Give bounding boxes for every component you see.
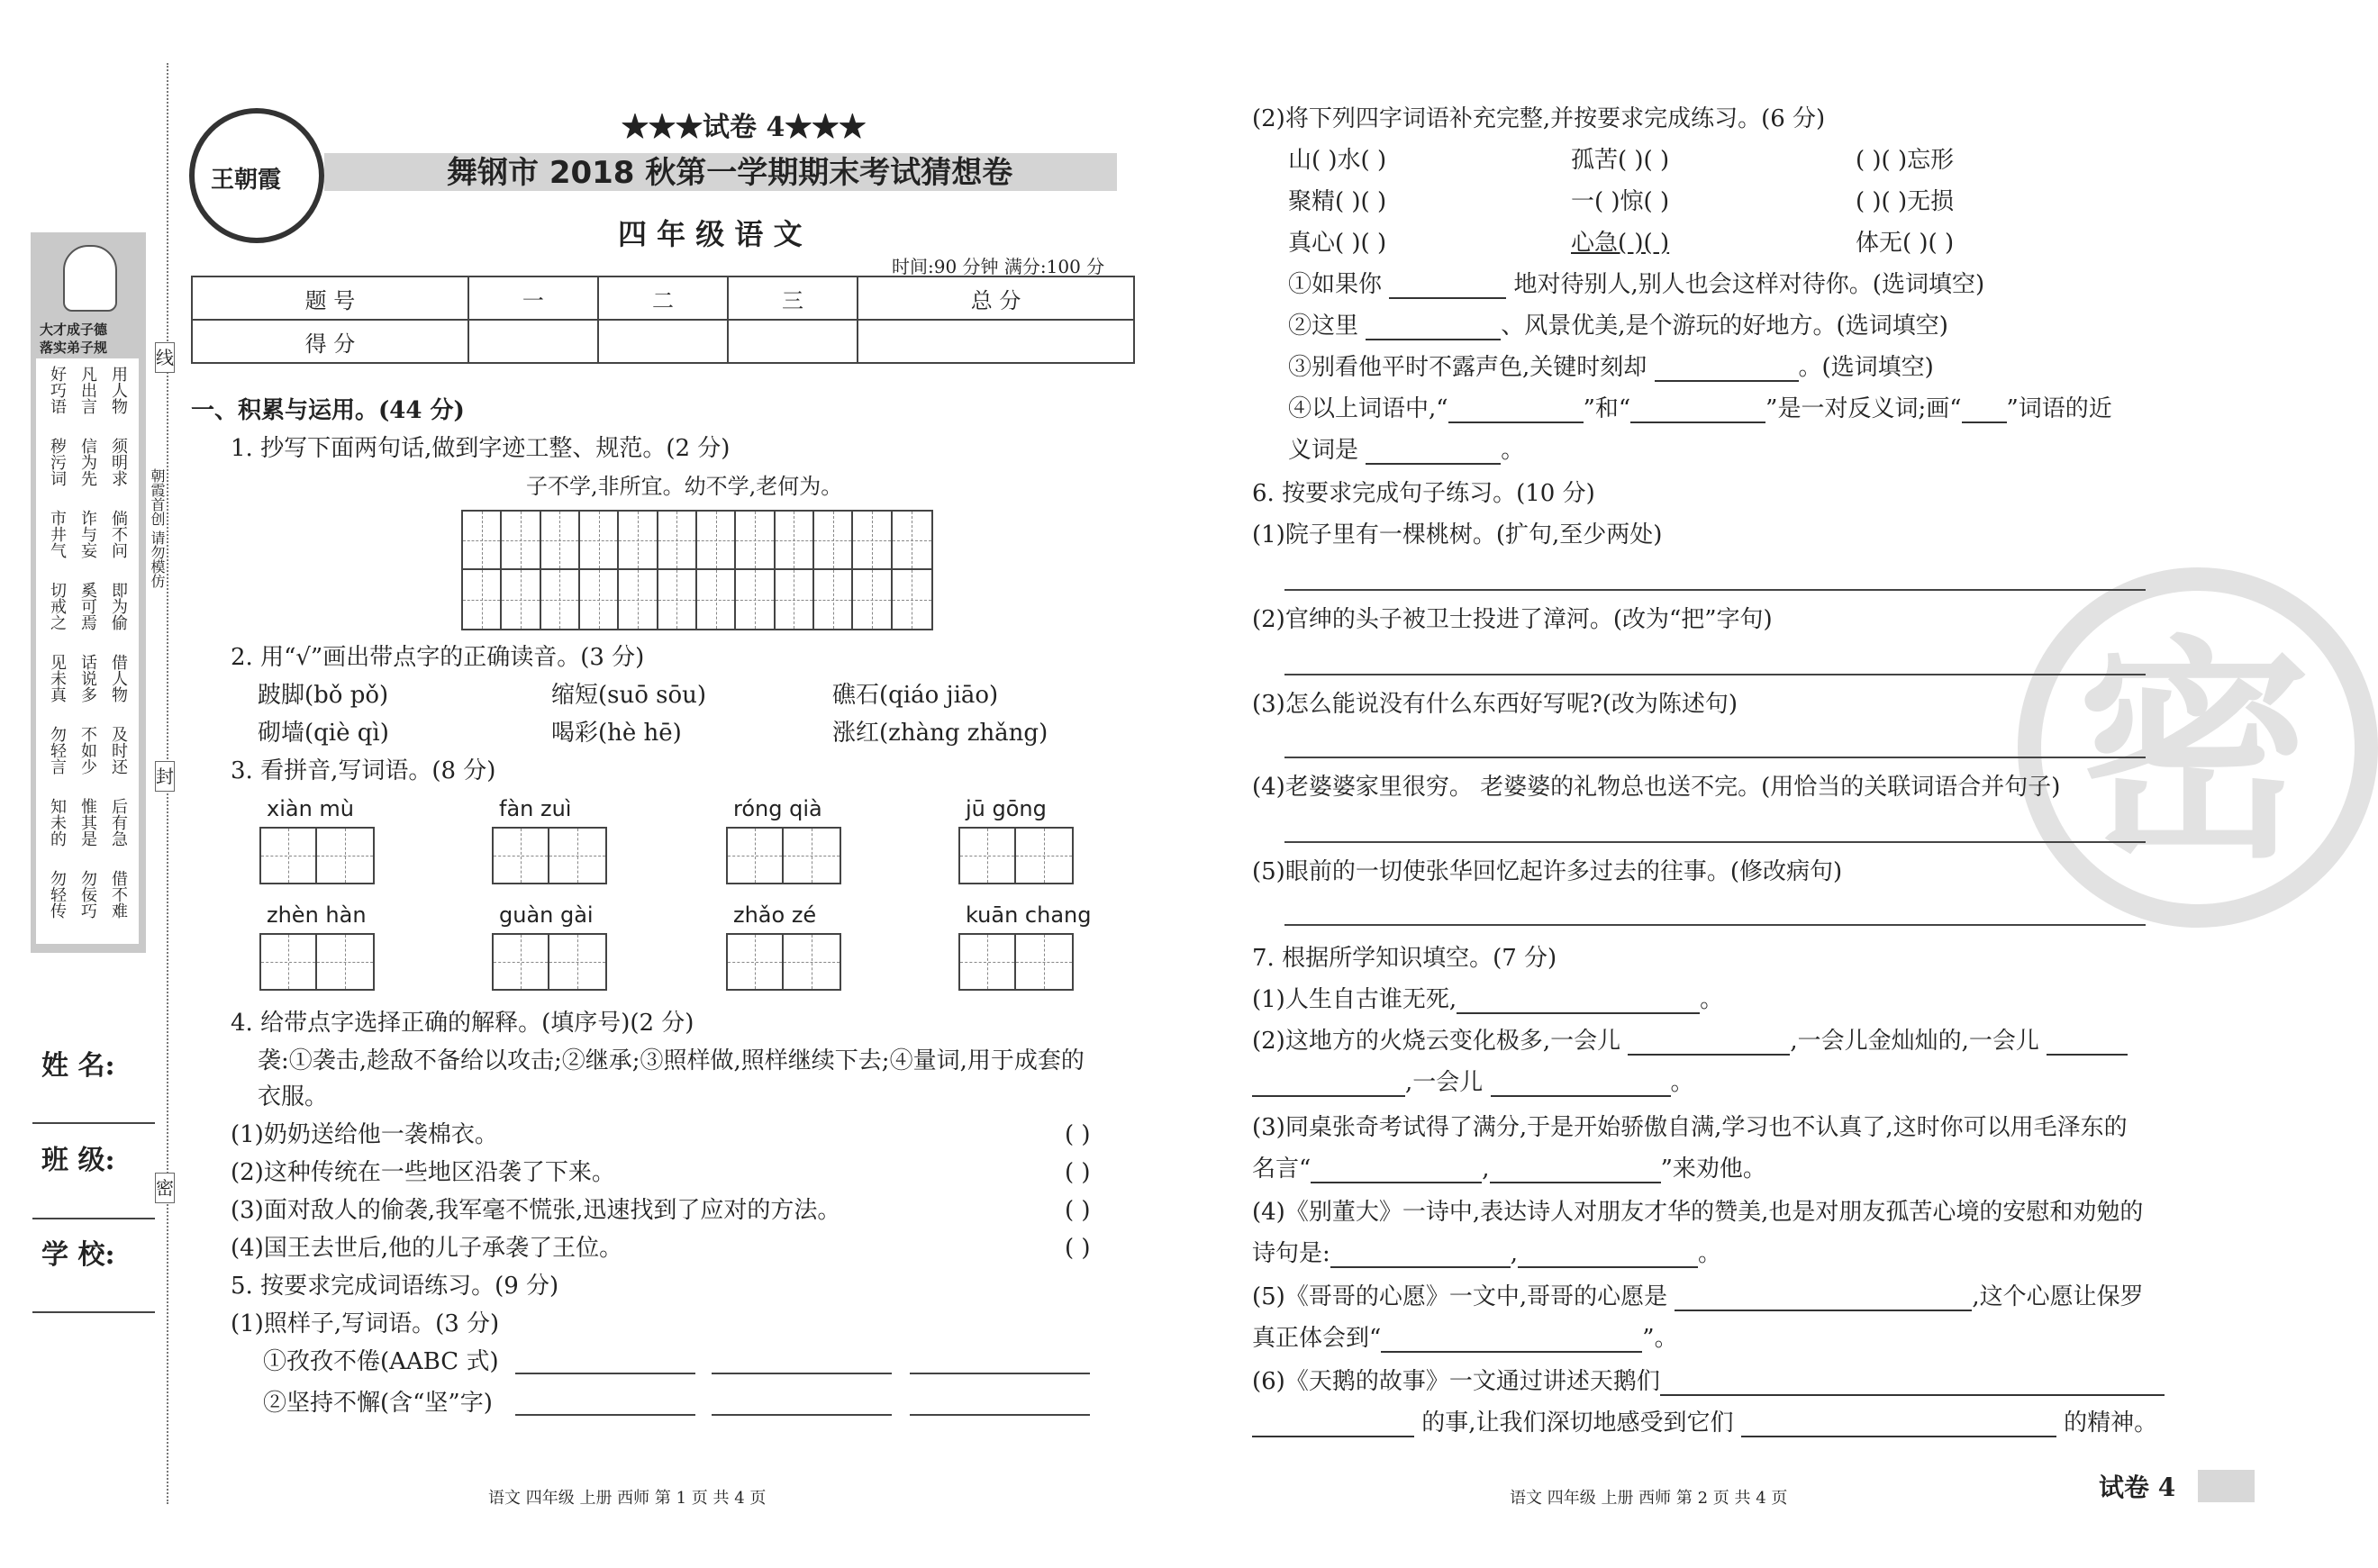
sidebar-proverb: 秽污词 xyxy=(48,438,67,486)
score-table xyxy=(191,276,1135,364)
q2-item[interactable]: 礁石(qiáo jiāo) xyxy=(832,682,999,709)
blank[interactable] xyxy=(1655,358,1799,382)
score-cell[interactable] xyxy=(598,320,728,363)
class-field[interactable] xyxy=(32,1218,155,1219)
answer-line[interactable] xyxy=(515,1373,695,1374)
score-header: 二 xyxy=(598,276,728,320)
character-box[interactable] xyxy=(1016,933,1074,991)
idiom-blank[interactable]: 孤苦( )( ) xyxy=(1571,147,1670,174)
series-label: ★★★试卷 4★★★ xyxy=(622,112,867,143)
blank[interactable] xyxy=(1366,441,1501,465)
pinyin-prompt: fàn zuì xyxy=(499,796,572,821)
q7-item-5: (5)《哥哥的心愿》一文中,哥哥的心愿是 ,这个心愿让保罗 xyxy=(1252,1283,2144,1310)
answer-paren[interactable]: ( ) xyxy=(1065,1235,1091,1262)
sidebar-proverb: 及时还 xyxy=(109,726,128,775)
q7-item-4: (4)《别董大》一诗中,表达诗人对朋友才华的赞美,也是对朋友孤苦心境的安慰和劝勉的 xyxy=(1252,1199,2144,1226)
school-label: 学 校: xyxy=(41,1239,115,1271)
blank[interactable] xyxy=(1518,1245,1698,1268)
sidebar-proverb-box xyxy=(36,358,139,944)
fill-sentence-4: ④以上词语中,“ ”和“ ”是一对反义词;画“ ”词语的近 xyxy=(1288,395,2112,422)
q2-item[interactable]: 涨红(zhàng zhǎng) xyxy=(832,720,1048,747)
question-6: 6. 按要求完成句子练习。(10 分) xyxy=(1252,480,1595,507)
score-header: 三 xyxy=(728,276,858,320)
sidebar-proverb: 市井气 xyxy=(48,510,67,558)
question-7: 7. 根据所学知识填空。(7 分) xyxy=(1252,945,1557,972)
q7-item-3: (3)同桌张奇考试得了满分,于是开始骄傲自满,学习也不认真了,这时你可以用毛泽东的 xyxy=(1252,1114,2128,1141)
sidebar-proverb: 勿轻言 xyxy=(48,726,67,775)
writing-cell[interactable] xyxy=(619,570,658,629)
answer-line[interactable] xyxy=(1284,841,2146,843)
character-box[interactable] xyxy=(958,827,1016,884)
sidebar-proverb: 即为偷 xyxy=(109,582,128,630)
writing-cell[interactable] xyxy=(502,512,540,570)
sidebar-mascot xyxy=(63,245,117,312)
writing-cell[interactable] xyxy=(814,570,853,629)
sidebar-proverb: 倘不问 xyxy=(109,510,128,558)
sidebar-proverb: 借人物 xyxy=(109,654,128,702)
answer-line[interactable] xyxy=(910,1414,1090,1416)
binding-mark-secret: 密 xyxy=(155,1173,175,1203)
writing-cell[interactable] xyxy=(580,512,619,570)
blank[interactable] xyxy=(1630,400,1765,423)
q7-item-4-cont: 诗句是: , 。 xyxy=(1252,1240,1722,1267)
writing-cell[interactable] xyxy=(776,512,814,570)
answer-line[interactable] xyxy=(1284,924,2146,926)
blank[interactable] xyxy=(1448,400,1584,423)
character-box[interactable] xyxy=(784,933,841,991)
sidebar-proverb: 切戒之 xyxy=(48,582,67,630)
q4-definition: 袭:①袭击,趁敌不备给以攻击;②继承;③照样做,照样继续下去;④量词,用于成套的 xyxy=(258,1047,1085,1074)
writing-cell[interactable] xyxy=(853,570,892,629)
subject-title: 四 年 级 语 文 xyxy=(618,217,803,251)
writing-cell[interactable] xyxy=(580,570,619,629)
writing-cell[interactable] xyxy=(893,512,931,570)
writing-grid[interactable] xyxy=(461,510,933,630)
school-field[interactable] xyxy=(32,1311,155,1313)
blank[interactable] xyxy=(1741,1414,2056,1437)
sidebar-proverb: 凡出言 xyxy=(78,366,97,414)
writing-cell[interactable] xyxy=(502,570,540,629)
sidebar-proverb: 勿佞巧 xyxy=(78,870,97,919)
copy-text: 子不学,非所宜。幼不学,老何为。 xyxy=(526,474,843,499)
brand-logo xyxy=(189,108,324,243)
sidebar-proverb: 好巧语 xyxy=(48,366,67,414)
sidebar-proverb: 勿轻传 xyxy=(48,870,67,919)
answer-line[interactable] xyxy=(515,1414,695,1416)
character-box[interactable] xyxy=(317,933,375,991)
answer-line[interactable] xyxy=(1284,757,2146,758)
watermark-seal xyxy=(2018,567,2378,928)
fill-sentence-4-cont: 义词是 。 xyxy=(1288,437,1525,464)
score-header: 题 号 xyxy=(192,276,468,320)
idiom-blank[interactable]: ( )( )忘形 xyxy=(1856,147,1955,174)
q6-item: (1)院子里有一棵桃树。(扩句,至少两处) xyxy=(1252,521,1663,548)
sidebar-proverb: 奚可焉 xyxy=(78,582,97,630)
idiom-blank[interactable]: 真心( )( ) xyxy=(1288,230,1387,257)
writing-cell[interactable] xyxy=(736,512,775,570)
sidebar-proverb: 见未真 xyxy=(48,654,67,702)
answer-paren[interactable]: ( ) xyxy=(1065,1159,1091,1186)
question-1: 1. 抄写下面两句话,做到字迹工整、规范。(2 分) xyxy=(231,435,731,462)
class-label: 班 级: xyxy=(41,1145,115,1176)
name-field[interactable] xyxy=(32,1122,155,1124)
q7-item-5-cont: 真正体会到“ ”。 xyxy=(1252,1325,1678,1352)
exam-title: 舞钢市 2018 秋第一学期期末考试猜想卷 xyxy=(447,155,1013,191)
writing-cell[interactable] xyxy=(658,570,697,629)
writing-cell[interactable] xyxy=(541,512,580,570)
answer-line[interactable] xyxy=(712,1373,892,1374)
writing-cell[interactable] xyxy=(463,512,502,570)
blank[interactable] xyxy=(1660,1373,2165,1396)
fill-sentence-2: ②这里 、风景优美,是个游玩的好地方。(选词填空) xyxy=(1288,313,1948,340)
writing-cell[interactable] xyxy=(814,512,853,570)
pinyin-prompt: kuān chang xyxy=(966,902,1092,928)
q2-item[interactable]: 喝彩(hè hē) xyxy=(551,720,682,747)
question-2: 2. 用“√”画出带点字的正确读音。(3 分) xyxy=(231,644,645,671)
score-cell[interactable] xyxy=(858,320,1134,363)
time-info: 时间:90 分钟 满分:100 分 xyxy=(892,256,1105,277)
character-box[interactable] xyxy=(1016,827,1074,884)
character-box[interactable] xyxy=(317,827,375,884)
q5-prompt-a: ①孜孜不倦(AABC 式) xyxy=(263,1348,499,1375)
q6-item: (4)老婆婆家里很穷。 老婆婆的礼物总也送不完。(用恰当的关联词语合并句子) xyxy=(1252,774,2061,801)
sidebar-proverb-panel xyxy=(31,232,146,953)
q4-item: (2)这种传统在一些地区沿袭了下来。 xyxy=(231,1159,615,1186)
sidebar-proverb: 后有急 xyxy=(109,798,128,847)
sidebar-proverb: 借不难 xyxy=(109,870,128,919)
fill-sentence-1: ①如果你 地对待别人,别人也会这样对待你。(选词填空) xyxy=(1288,271,1985,298)
idiom-blank[interactable]: 山( )水( ) xyxy=(1288,147,1387,174)
pinyin-prompt: róng qià xyxy=(733,796,822,821)
blank[interactable] xyxy=(1628,1032,1790,1056)
writing-cell[interactable] xyxy=(619,512,658,570)
fill-sentence-3: ③别看他平时不露声色,关键时刻却 。(选词填空) xyxy=(1288,354,1934,381)
sidebar-proverb: 话说多 xyxy=(78,654,97,702)
character-box[interactable] xyxy=(549,933,607,991)
section-1-title: 一、积累与运用。(44 分) xyxy=(191,397,465,424)
sidebar-proverb: 用人物 xyxy=(109,366,128,414)
blank[interactable] xyxy=(1381,1329,1642,1353)
page-footer-right: 语文 四年级 上册 西师 第 2 页 共 4 页 xyxy=(1510,1489,1788,1508)
blank[interactable] xyxy=(1330,1245,1511,1268)
sidebar-slogan-2: 落实弟子规 xyxy=(40,340,108,356)
blank[interactable] xyxy=(1252,1074,1405,1097)
blank[interactable] xyxy=(2047,1032,2128,1056)
q2-item[interactable]: 缩短(suō sōu) xyxy=(551,682,707,709)
idiom-blank[interactable]: ( )( )无损 xyxy=(1856,188,1955,215)
character-box[interactable] xyxy=(726,933,784,991)
score-cell[interactable] xyxy=(468,320,598,363)
copyright-note: 朝霞首创 请勿模仿 xyxy=(149,468,166,589)
writing-cell[interactable] xyxy=(776,570,814,629)
sidebar-proverb: 信为先 xyxy=(78,438,97,486)
sidebar-proverb: 惟其是 xyxy=(78,798,97,847)
sidebar-proverb: 不如少 xyxy=(78,726,97,775)
blank[interactable] xyxy=(1962,400,2007,423)
answer-line[interactable] xyxy=(712,1414,892,1416)
writing-cell[interactable] xyxy=(658,512,697,570)
answer-paren[interactable]: ( ) xyxy=(1065,1197,1091,1224)
q4-item: (3)面对敌人的偷袭,我军毫不慌张,迅速找到了应对的方法。 xyxy=(231,1197,841,1224)
character-box[interactable] xyxy=(784,827,841,884)
q6-item: (2)官绅的头子被卫士投进了漳河。(改为“把”字句) xyxy=(1252,606,1773,633)
q7-item-1: (1)人生自古谁无死, 。 xyxy=(1252,986,1724,1013)
blank[interactable] xyxy=(1491,1074,1671,1097)
watermark-text: 密 xyxy=(2077,615,2311,890)
q7-item-2-cont: ,一会儿 。 xyxy=(1252,1068,1694,1097)
answer-line[interactable] xyxy=(1284,589,2146,591)
page-footer-left: 语文 四年级 上册 西师 第 1 页 共 4 页 xyxy=(488,1489,767,1508)
pinyin-prompt: zhǎo zé xyxy=(733,902,817,928)
sidebar-proverb: 须明求 xyxy=(109,438,128,486)
pinyin-prompt: guàn gài xyxy=(499,902,594,928)
answer-line[interactable] xyxy=(1284,674,2146,675)
q7-item-3-cont: 名言“ , ”来劝他。 xyxy=(1252,1156,1766,1183)
answer-line[interactable] xyxy=(910,1373,1090,1374)
q7-item-6: (6)《天鹅的故事》一文通过讲述天鹅们 xyxy=(1252,1367,2165,1396)
character-box[interactable] xyxy=(549,827,607,884)
score-cell[interactable] xyxy=(728,320,858,363)
character-box[interactable] xyxy=(958,933,1016,991)
writing-cell[interactable] xyxy=(463,570,502,629)
idiom-blank[interactable]: 聚精( )( ) xyxy=(1288,188,1387,215)
score-header: 总 分 xyxy=(858,276,1134,320)
logo-text: 王朝霞 xyxy=(211,167,282,194)
binding-mark-line: 线 xyxy=(155,342,175,373)
blank[interactable] xyxy=(1252,1414,1414,1437)
idiom-blank[interactable]: 体无( )( ) xyxy=(1856,230,1955,257)
question-5: 5. 按要求完成词语练习。(9 分) xyxy=(231,1273,559,1300)
binding-mark-seal: 封 xyxy=(155,761,175,792)
writing-cell[interactable] xyxy=(853,512,892,570)
idiom-blank[interactable]: 心急( )( ) xyxy=(1571,230,1670,257)
blank[interactable] xyxy=(1457,991,1700,1014)
writing-cell[interactable] xyxy=(697,512,736,570)
q4-definition-cont: 衣服。 xyxy=(258,1083,329,1110)
q6-item: (3)怎么能说没有什么东西好写呢?(改为陈述句) xyxy=(1252,691,1738,718)
writing-cell[interactable] xyxy=(541,570,580,629)
q2-item[interactable]: 砌墙(qiè qì) xyxy=(258,720,389,747)
blank[interactable] xyxy=(1366,317,1501,340)
character-box[interactable] xyxy=(492,827,549,884)
sidebar-slogan-1: 大才成子德 xyxy=(40,322,108,338)
blank[interactable] xyxy=(1311,1160,1482,1183)
sidebar-proverb: 知未的 xyxy=(48,798,67,847)
blank[interactable] xyxy=(1389,276,1506,299)
writing-cell[interactable] xyxy=(893,570,931,629)
answer-paren[interactable]: ( ) xyxy=(1065,1121,1091,1148)
q4-item: (1)奶奶送给他一袭棉衣。 xyxy=(231,1121,498,1148)
q4-item: (4)国王去世后,他的儿子承袭了王位。 xyxy=(231,1235,623,1262)
question-4: 4. 给带点字选择正确的解释。(填序号)(2 分) xyxy=(231,1010,694,1037)
q5-prompt-b: ②坚持不懈(含“坚”字) xyxy=(263,1390,493,1417)
q5-part-1: (1)照样子,写词语。(3 分) xyxy=(231,1310,500,1337)
writing-cell[interactable] xyxy=(736,570,775,629)
idiom-blank[interactable]: 一( )惊( ) xyxy=(1571,188,1670,215)
sidebar-proverb: 诈与妄 xyxy=(78,510,97,558)
pinyin-prompt: zhèn hàn xyxy=(267,902,367,928)
q6-item: (5)眼前的一切使张华回忆起许多过去的往事。(修改病句) xyxy=(1252,858,1843,885)
q7-item-2: (2)这地方的火烧云变化极多,一会儿 ,一会儿金灿灿的,一会儿 xyxy=(1252,1027,2128,1056)
pinyin-prompt: xiàn mù xyxy=(267,796,355,821)
writing-cell[interactable] xyxy=(697,570,736,629)
score-header: 一 xyxy=(468,276,598,320)
pinyin-prompt: jū gōng xyxy=(966,796,1047,821)
character-box[interactable] xyxy=(259,827,317,884)
q7-item-6-cont: 的事,让我们深切地感受到它们 的精神。 xyxy=(1252,1409,2157,1437)
character-box[interactable] xyxy=(726,827,784,884)
q2-item[interactable]: 跛脚(bǒ pǒ) xyxy=(258,682,389,709)
character-box[interactable] xyxy=(259,933,317,991)
score-row-label: 得 分 xyxy=(192,320,468,363)
name-label: 姓 名: xyxy=(41,1050,115,1082)
paper-badge xyxy=(2198,1470,2255,1502)
q5-part-2: (2)将下列四字词语补充完整,并按要求完成练习。(6 分) xyxy=(1252,105,1826,132)
blank[interactable] xyxy=(1490,1160,1661,1183)
blank[interactable] xyxy=(1675,1288,1972,1311)
character-box[interactable] xyxy=(492,933,549,991)
paper-badge-label: 试卷 4 xyxy=(2099,1473,2176,1502)
question-3: 3. 看拼音,写词语。(8 分) xyxy=(231,757,496,784)
